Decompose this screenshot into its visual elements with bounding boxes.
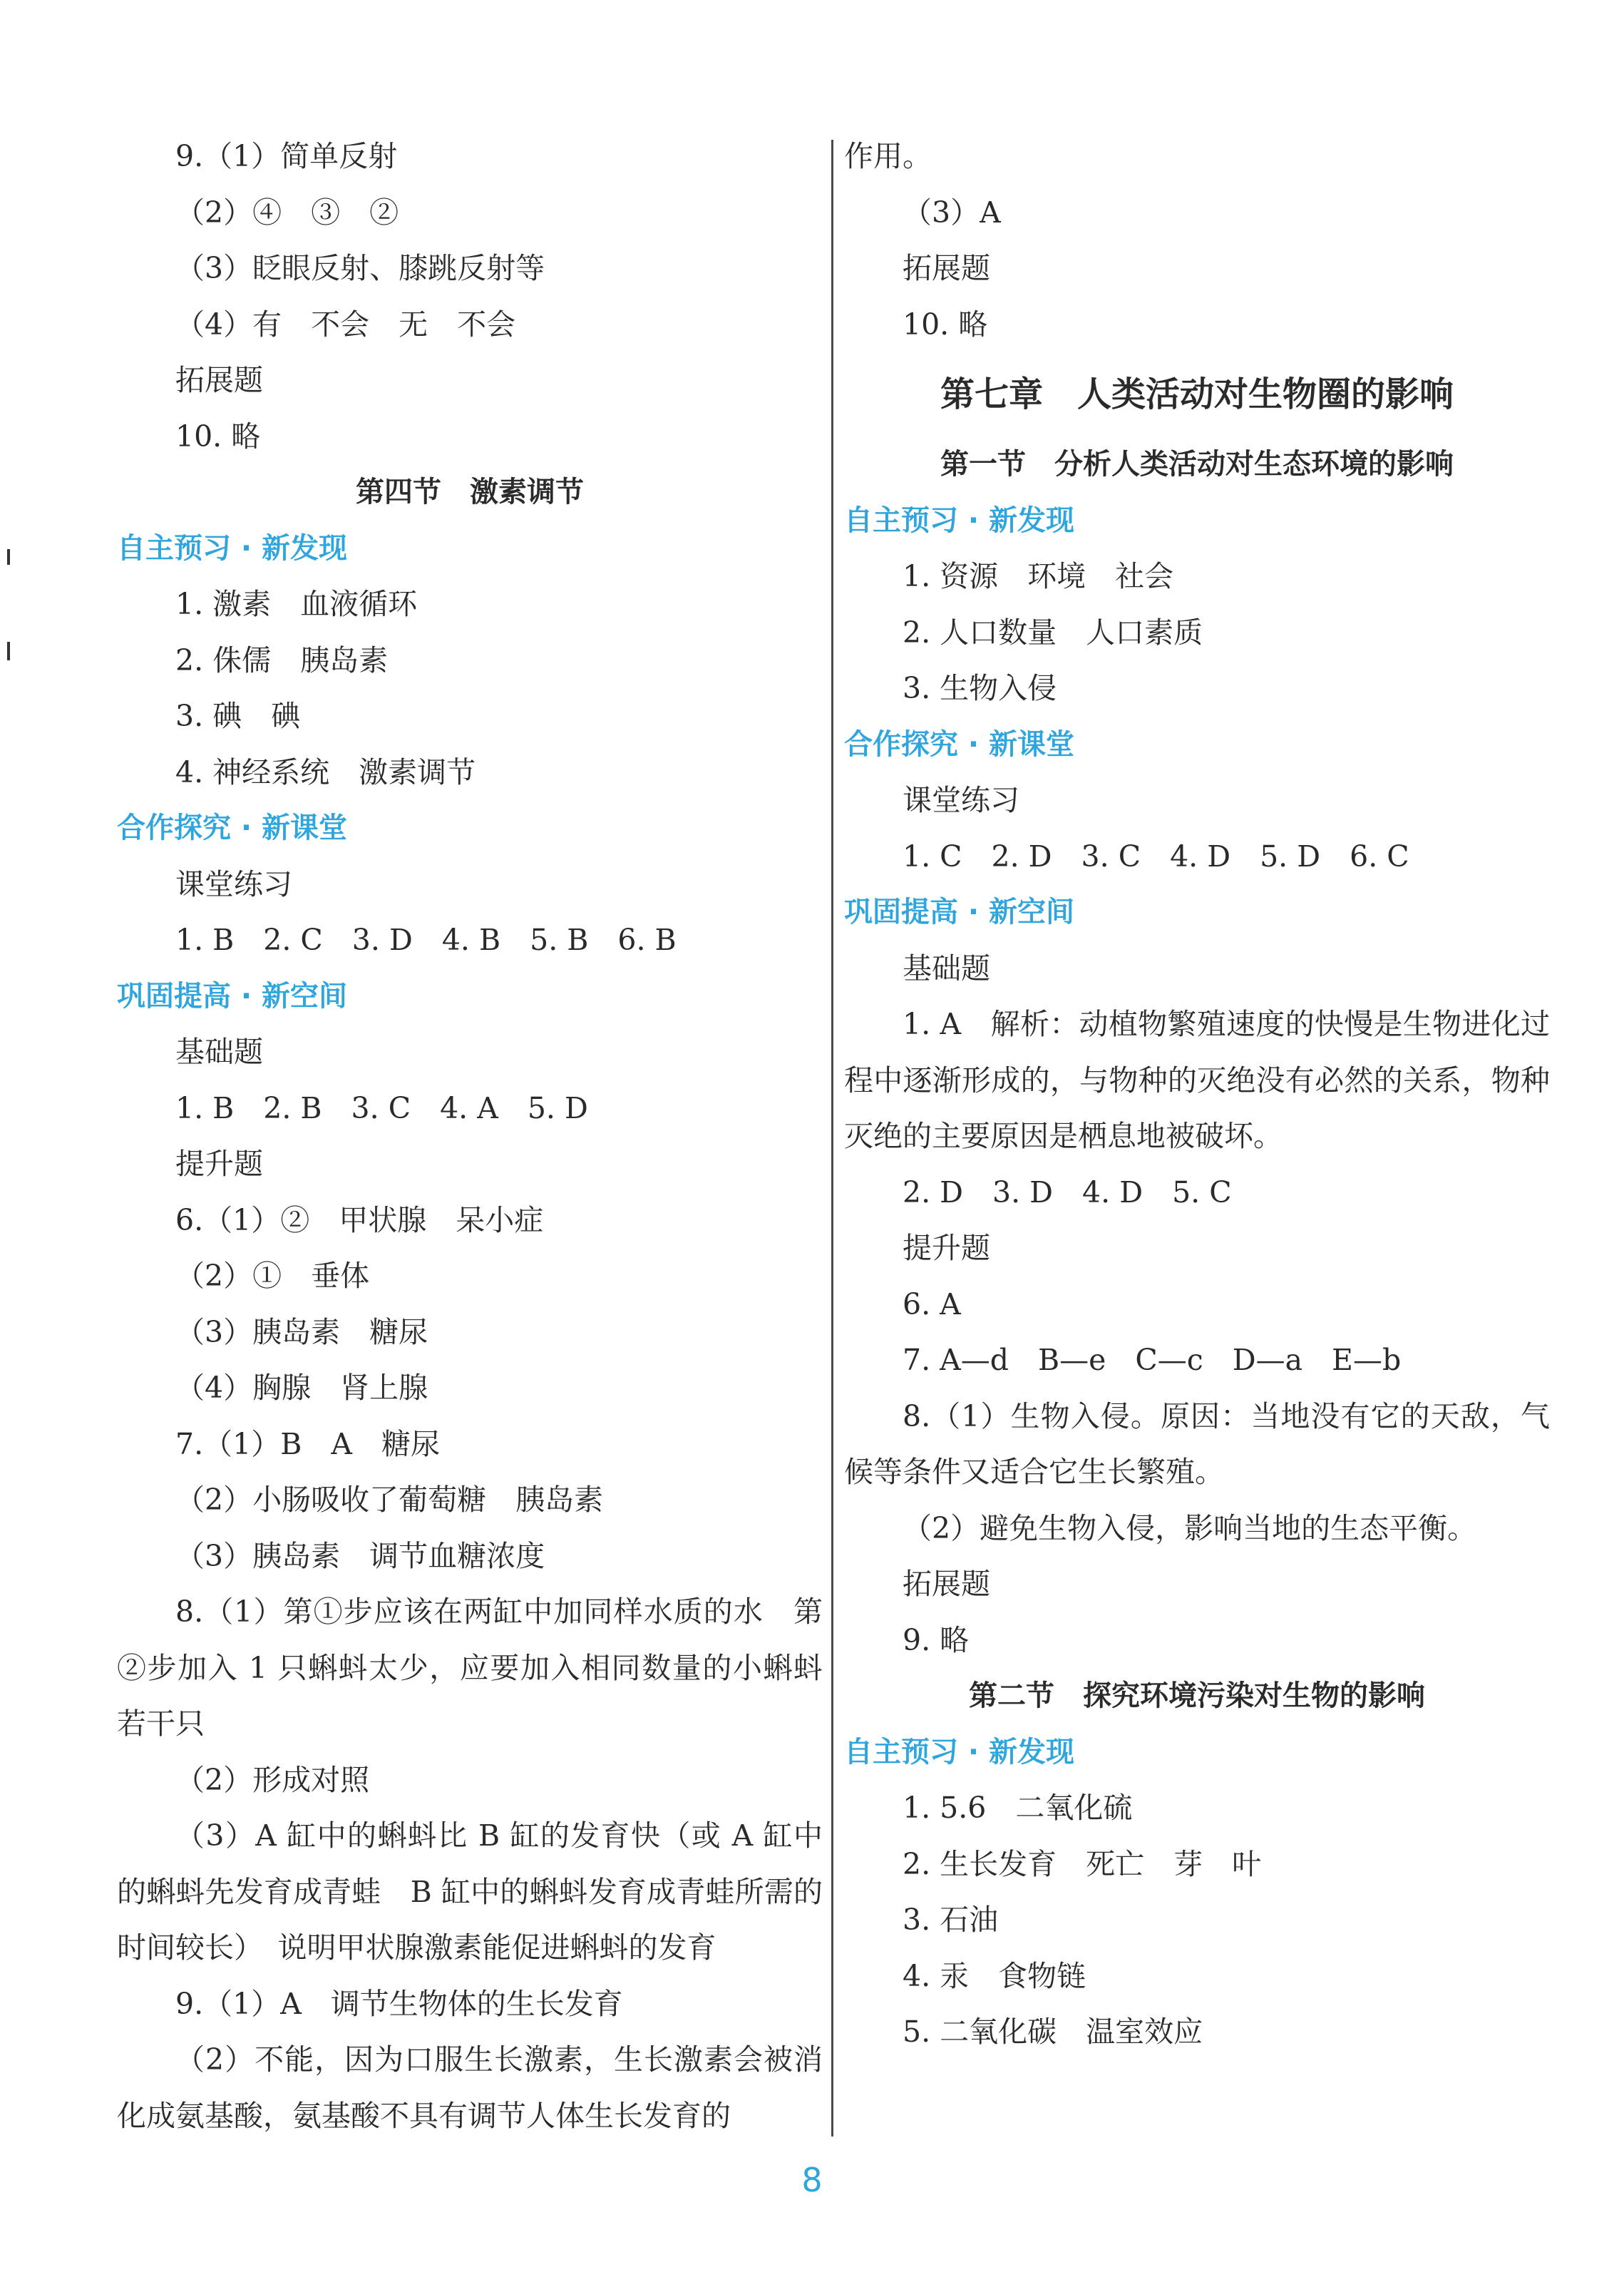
answer-line: 3. 石油: [903, 1903, 999, 1937]
answer-line: 1. 资源 环境 社会: [903, 559, 1174, 593]
answer-line: 2. D 3. D 4. D 5. C: [903, 1175, 1232, 1209]
subheading: 基础题: [175, 1035, 263, 1069]
answer-paragraph: （3）A 缸中的蝌蚪比 B 缸的发育快（或 A 缸中的蝌蚪先发育成青蛙 B 缸中的蝌蚪发育成青蛙所需的时间较长） 说明甲状腺激素能促进蝌蚪的发育: [117, 1818, 823, 1965]
answer-line: 7. A—d B—e C—c D—a E—b: [903, 1343, 1402, 1377]
answer-line: 1. 激素 血液循环: [175, 587, 418, 621]
answer-line: 1. B 2. C 3. D 4. B 5. B 6. B: [175, 923, 677, 957]
category-heading: 合作探究 · 新课堂: [844, 727, 1075, 761]
category-heading: 巩固提高 · 新空间: [117, 979, 348, 1013]
answer-line: 9. 略: [903, 1622, 970, 1657]
section-title: 第一节 分析人类活动对生态环境的影响: [940, 448, 1454, 481]
column-divider: [831, 140, 833, 2137]
answer-line: 2. 人口数量 人口素质: [903, 615, 1203, 650]
answer-line: 9.（1）简单反射: [175, 139, 398, 173]
answer-line: （2）避免生物入侵，影响当地的生态平衡。: [903, 1510, 1477, 1545]
subheading: 课堂练习: [175, 866, 292, 901]
answer-line: 1. C 2. D 3. C 4. D 5. D 6. C: [903, 839, 1409, 874]
answer-line: （2）① 垂体: [175, 1259, 370, 1293]
answer-line: （4）胸腺 肾上腺: [175, 1371, 428, 1405]
subheading: 基础题: [903, 951, 990, 986]
answer-line: 1. 5.6 二氧化硫: [903, 1791, 1133, 1825]
section-title: 第二节 探究环境污染对生物的影响: [969, 1679, 1425, 1712]
scan-mark: [7, 642, 10, 660]
answer-paragraph: 8.（1）生物入侵。原因：当地没有它的天敌，气候等条件又适合它生长繁殖。: [844, 1398, 1550, 1489]
page-number: 8: [801, 2161, 823, 2199]
subheading: 课堂练习: [903, 783, 1019, 817]
answer-line: 4. 汞 食物链: [903, 1958, 1086, 1993]
answer-line: （3）眨眼反射、膝跳反射等: [175, 251, 545, 285]
answer-line: 9.（1）A 调节生物体的生长发育: [175, 1986, 623, 2021]
answer-line: 6.（1）② 甲状腺 呆小症: [175, 1202, 544, 1237]
subheading: 提升题: [175, 1147, 263, 1181]
answer-line: （3）胰岛素 糖尿: [175, 1314, 428, 1349]
category-heading: 合作探究 · 新课堂: [117, 812, 348, 844]
category-heading: 自主预习 · 新发现: [117, 531, 348, 565]
answer-line: 3. 生物入侵: [903, 671, 1057, 705]
category-heading: 自主预习 · 新发现: [844, 503, 1075, 537]
subheading: 拓展题: [175, 363, 263, 397]
answer-line: 1. B 2. B 3. C 4. A 5. D: [175, 1090, 588, 1125]
answer-line: 5. 二氧化碳 温室效应: [903, 2015, 1203, 2049]
subheading: 拓展题: [903, 251, 990, 285]
answer-paragraph: 1. A 解析：动植物繁殖速度的快慢是生物进化过程中逐渐形成的，与物种的灭绝没有必然的关系，物种灭绝的主要原因是栖息地被破坏。: [844, 1007, 1550, 1153]
category-heading: 巩固提高 · 新空间: [844, 896, 1075, 928]
answer-line: 6. A: [903, 1286, 961, 1321]
answer-line: 4. 神经系统 激素调节: [175, 754, 476, 789]
answer-line: （3）A: [903, 195, 1001, 230]
subheading: 提升题: [903, 1231, 990, 1265]
answer-line: 3. 碘 碘: [175, 699, 301, 733]
answer-line: （2）形成对照: [175, 1762, 370, 1797]
answer-line: 2. 侏儒 胰岛素: [175, 643, 389, 677]
category-heading: 自主预习 · 新发现: [844, 1735, 1075, 1769]
right-column: [844, 128, 1550, 2060]
answer-line: （3）胰岛素 调节血糖浓度: [175, 1538, 545, 1573]
subheading: 拓展题: [903, 1567, 990, 1601]
answer-paragraph: 8.（1）第①步应该在两缸中加同样水质的水 第②步加入 1 只蝌蚪太少，应要加入相同数量的小蝌蚪若干只: [117, 1595, 823, 1741]
left-column: [117, 128, 823, 2144]
answer-line: 作用。: [844, 139, 932, 173]
answer-line: （2）小肠吸收了葡萄糖 胰岛素: [175, 1483, 604, 1517]
section-title: 第四节 激素调节: [356, 476, 584, 508]
answer-paragraph: （2）不能，因为口服生长激素，生长激素会被消化成氨基酸，氨基酸不具有调节人体生长发育的: [117, 2042, 823, 2133]
answer-line: 10. 略: [903, 307, 988, 342]
answer-line: （4）有 不会 无 不会: [175, 307, 516, 342]
answer-line: （2）④ ③ ②: [175, 195, 399, 230]
chapter-title: 第七章 人类活动对生物圈的影响: [940, 374, 1454, 414]
scan-mark: [7, 549, 10, 565]
answer-line: 7.（1）B A 糖尿: [175, 1426, 440, 1461]
answer-line: 2. 生长发育 死亡 芽 叶: [903, 1846, 1262, 1881]
answer-line: 10. 略: [175, 419, 261, 454]
